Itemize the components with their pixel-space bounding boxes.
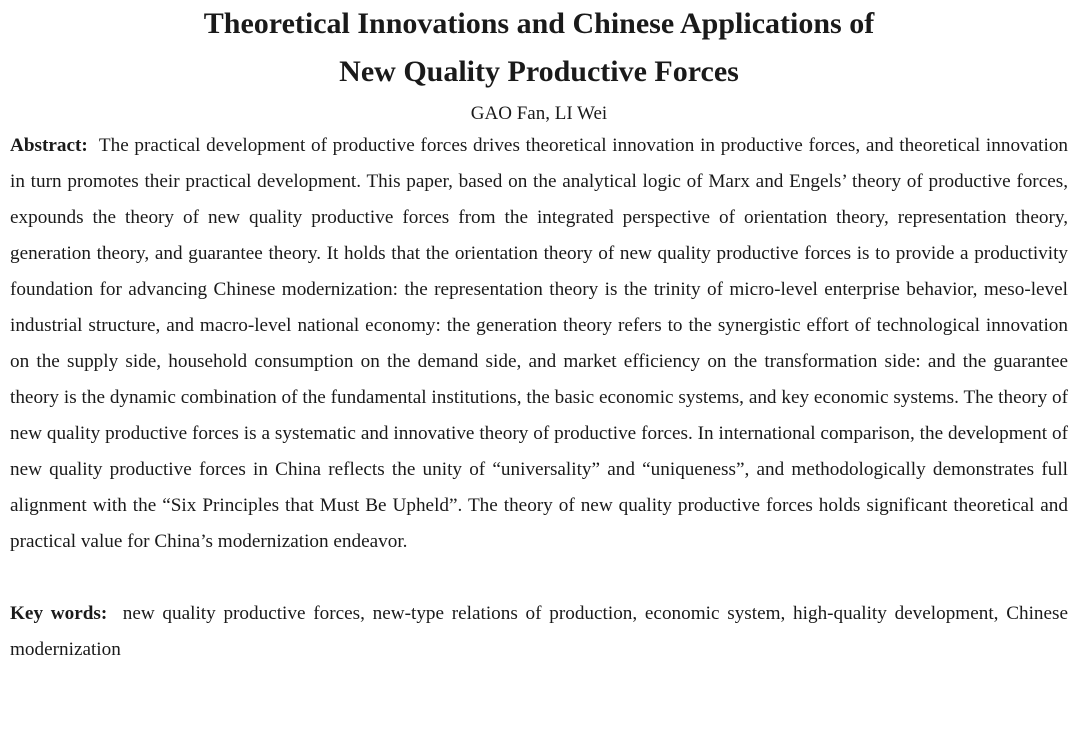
abstract-label: Abstract:	[10, 135, 88, 156]
keywords-label: Key words:	[10, 603, 108, 624]
keywords-text: new quality productive forces, new-type relations of production, economic system, high-quality development, Chinese modernization	[10, 603, 1069, 660]
paper-title	[10, 0, 1068, 96]
abstract-paragraph	[10, 128, 1068, 560]
title-line-2: New Quality Productive Forces	[339, 55, 739, 88]
author-list: GAO Fan, LI Wei	[470, 103, 608, 124]
title-line-1: Theoretical Innovations and Chinese Applications of	[203, 7, 875, 40]
keywords-paragraph	[10, 596, 1068, 668]
abstract-text: The practical development of productive forces drives theoretical innovation in productive forces, and theoretical innovation in turn promotes their practical development. This paper, based on the analytical logic of Marx and Engels’ theory of productive forces, expounds the theory of new quality productive forces from the integrated perspective of orientation theory, representation theory, generation theory, and guarantee theory. It holds that the orientation theory of new quality productive forces is to provide a productivity foundation for advancing Chinese modernization: the representation theory is the trinity of micro-level enterprise behavior, meso-level industrial structure, and macro-level national economy: the generation theory refers to the synergistic effort of technological innovation on the supply side, household consumption on the demand side, and market efficiency on the transformation side: and the guarantee theory is the dynamic combination of the fundamental institutions, the basic economic systems, and key economic systems. The theory of new quality productive forces is a systematic and innovative theory of productive forces. In international comparison, the development of new quality productive forces in China reflects the unity of “universality” and “uniqueness”, and methodologically demonstrates full alignment with the “Six Principles that Must Be Upheld”. The theory of new quality productive forces holds significant theoretical and practical value for China’s modernization endeavor.	[10, 135, 1069, 552]
